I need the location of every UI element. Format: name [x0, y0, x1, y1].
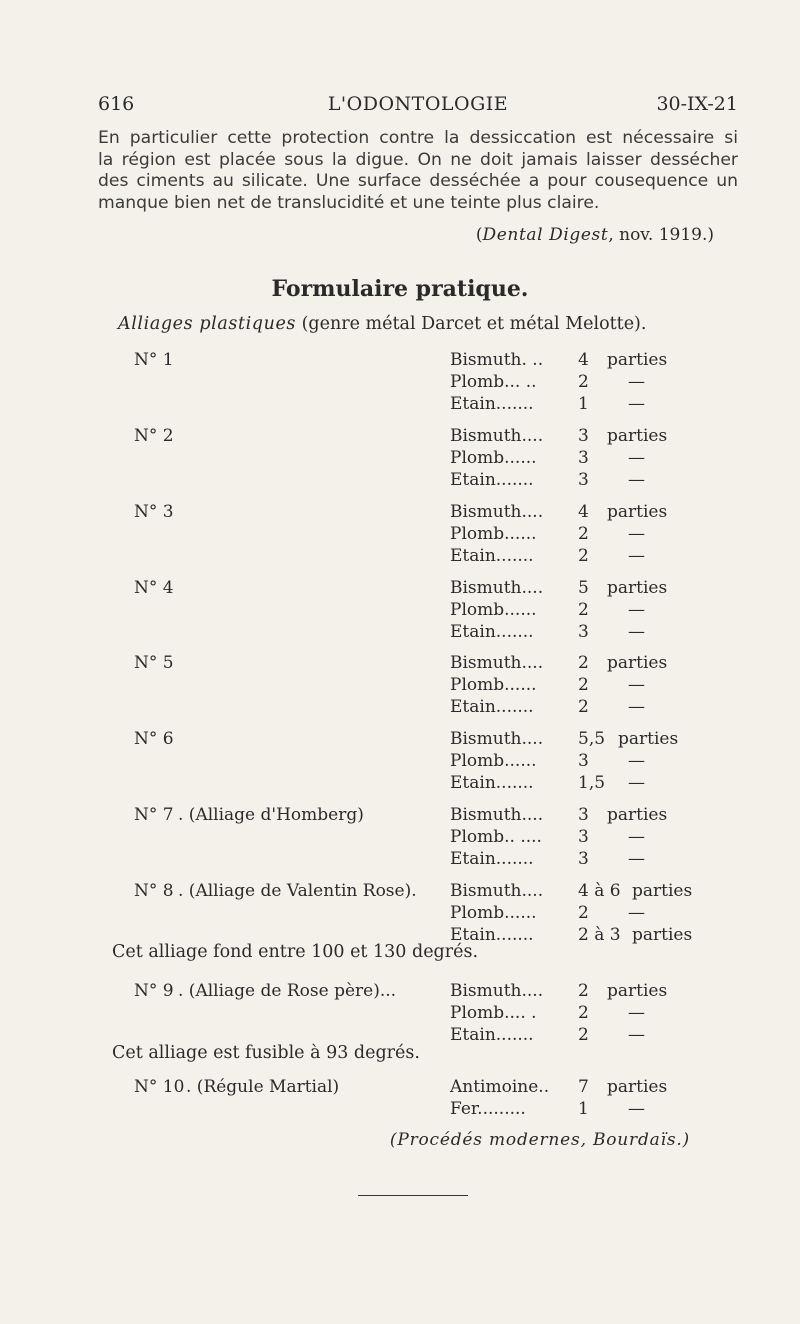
component-quantity: 3: [578, 805, 589, 825]
component-unit: —: [628, 546, 645, 566]
formula-name: . (Alliage de Valentin Rose).: [178, 881, 417, 901]
formula-number: N° 4: [134, 578, 174, 598]
component-metal: Plomb......: [450, 600, 537, 620]
component-metal: Plomb... ..: [450, 372, 537, 392]
formula-name: . (Alliage de Rose père)...: [178, 981, 397, 1001]
component-unit: —: [628, 470, 645, 490]
section-subtitle: [118, 314, 646, 334]
component-quantity: 2: [578, 524, 589, 544]
component-quantity: 2: [578, 372, 589, 392]
running-header: [98, 93, 738, 119]
component-quantity: 5,5: [578, 729, 606, 749]
citation-source: Dental Digest: [482, 225, 609, 245]
component-unit: —: [628, 903, 645, 923]
component-metal: Plomb......: [450, 751, 537, 771]
formula-name: . (Régule Martial): [186, 1077, 340, 1097]
formula-row: [0, 600, 800, 624]
section-title: Formulaire pratique.: [271, 276, 529, 302]
component-metal: Etain.......: [450, 394, 534, 414]
component-unit: —: [628, 1025, 645, 1045]
formula-row: [0, 729, 800, 753]
component-unit: parties: [632, 881, 693, 901]
component-metal: Etain.......: [450, 470, 534, 490]
citation-rest: , nov. 1919.): [608, 225, 714, 245]
formula-number: N° 9: [134, 981, 174, 1001]
component-metal: Bismuth....: [450, 981, 544, 1001]
formula-row: [0, 675, 800, 699]
component-unit: —: [628, 448, 645, 468]
formula-row: [0, 751, 800, 775]
subtitle-italic: Alliages plastiques: [118, 314, 297, 334]
component-quantity: 3: [578, 827, 589, 847]
component-unit: parties: [618, 729, 679, 749]
component-metal: Bismuth....: [450, 426, 544, 446]
formula-row: [0, 1099, 800, 1123]
component-unit: parties: [607, 578, 668, 598]
component-quantity: 1: [578, 394, 589, 414]
citation-open: (: [475, 225, 483, 245]
formula-row: [0, 524, 800, 548]
intro-line: manque bien net de translucidité et une teinte plus claire.: [98, 192, 600, 213]
component-unit: —: [628, 827, 645, 847]
formula-row: [0, 622, 800, 646]
intro-line: la région est placée sous la digue. On ne doit jamais laisser dessécher: [98, 149, 738, 170]
component-quantity: 2: [578, 600, 589, 620]
closing-rule: [358, 1195, 468, 1196]
component-quantity: 3: [578, 448, 589, 468]
component-metal: Bismuth....: [450, 805, 544, 825]
component-quantity: 5: [578, 578, 589, 598]
component-metal: Antimoine..: [450, 1077, 550, 1097]
component-unit: parties: [607, 981, 668, 1001]
component-unit: —: [628, 697, 645, 717]
component-metal: Bismuth. ..: [450, 350, 544, 370]
component-metal: Etain.......: [450, 622, 534, 642]
formula-number: N° 2: [134, 426, 174, 446]
component-metal: Etain.......: [450, 925, 534, 945]
component-quantity: 7: [578, 1077, 589, 1097]
component-unit: —: [628, 600, 645, 620]
page-number: 616: [98, 93, 135, 115]
component-unit: parties: [607, 1077, 668, 1097]
component-unit: —: [628, 773, 645, 793]
component-quantity: 2: [578, 1025, 589, 1045]
component-quantity: 2: [578, 697, 589, 717]
formula-row: [0, 546, 800, 570]
component-metal: Bismuth....: [450, 578, 544, 598]
component-unit: parties: [607, 653, 668, 673]
component-metal: Etain.......: [450, 697, 534, 717]
component-unit: —: [628, 1099, 645, 1119]
component-quantity: 2 à 3: [578, 925, 621, 945]
formula-row: [0, 653, 800, 677]
component-unit: parties: [607, 350, 668, 370]
formula-row: [0, 1077, 800, 1101]
formula-row: [0, 903, 800, 927]
component-metal: Etain.......: [450, 849, 534, 869]
component-quantity: 1: [578, 1099, 589, 1119]
component-quantity: 2: [578, 653, 589, 673]
component-quantity: 2: [578, 981, 589, 1001]
issue-date: 30-IX-21: [656, 93, 738, 115]
formula-row: [0, 881, 800, 905]
component-unit: —: [628, 1003, 645, 1023]
component-unit: —: [628, 524, 645, 544]
component-metal: Bismuth....: [450, 881, 544, 901]
component-metal: Plomb......: [450, 903, 537, 923]
journal-title: L'ODONTOLOGIE: [327, 93, 509, 115]
formula-row: [0, 1003, 800, 1027]
formula-number: N° 3: [134, 502, 174, 522]
component-quantity: 4: [578, 350, 589, 370]
component-quantity: 2: [578, 903, 589, 923]
component-quantity: 2: [578, 546, 589, 566]
formula-row: [0, 372, 800, 396]
formula-number: N° 5: [134, 653, 174, 673]
component-unit: —: [628, 394, 645, 414]
formula-row: [0, 773, 800, 797]
component-metal: Etain.......: [450, 546, 534, 566]
component-quantity: 4 à 6: [578, 881, 621, 901]
component-metal: Plomb.... .: [450, 1003, 537, 1023]
alloy-note: Cet alliage fond entre 100 et 130 degrés.: [112, 942, 479, 962]
formula-number: N° 7: [134, 805, 174, 825]
component-metal: Bismuth....: [450, 653, 544, 673]
component-metal: Bismuth....: [450, 502, 544, 522]
formula-row: [0, 448, 800, 472]
formula-row: [0, 697, 800, 721]
component-unit: —: [628, 622, 645, 642]
formula-row: [0, 578, 800, 602]
component-unit: parties: [607, 426, 668, 446]
formula-number: N° 6: [134, 729, 174, 749]
component-unit: —: [628, 675, 645, 695]
intro-paragraph: [98, 128, 738, 214]
formula-row: [0, 470, 800, 494]
component-quantity: 3: [578, 470, 589, 490]
component-quantity: 1,5: [578, 773, 606, 793]
alloy-note: Cet alliage est fusible à 93 degrés.: [112, 1043, 420, 1063]
component-unit: —: [628, 849, 645, 869]
component-metal: Plomb......: [450, 448, 537, 468]
formula-row: [0, 350, 800, 374]
component-metal: Etain.......: [450, 1025, 534, 1045]
component-metal: Fer.........: [450, 1099, 526, 1119]
formula-row: [0, 805, 800, 829]
intro-line: des ciments au silicate. Une surface desséchée a pour cousequence un: [98, 171, 738, 192]
formula-row: [0, 849, 800, 873]
component-metal: Plomb.. ....: [450, 827, 542, 847]
component-unit: parties: [607, 805, 668, 825]
formula-row: [0, 502, 800, 526]
component-quantity: 3: [578, 849, 589, 869]
component-unit: —: [628, 751, 645, 771]
formula-number: N° 8: [134, 881, 174, 901]
component-metal: Etain.......: [450, 773, 534, 793]
component-quantity: 3: [578, 751, 589, 771]
component-unit: parties: [607, 502, 668, 522]
component-quantity: 2: [578, 675, 589, 695]
component-metal: Bismuth....: [450, 729, 544, 749]
source-note: (Procédés modernes, Bourdaïs.): [389, 1130, 690, 1150]
formula-row: [0, 426, 800, 450]
component-unit: parties: [632, 925, 693, 945]
component-quantity: 2: [578, 1003, 589, 1023]
component-unit: —: [628, 372, 645, 392]
component-metal: Plomb......: [450, 675, 537, 695]
component-quantity: 3: [578, 426, 589, 446]
citation: [476, 225, 714, 245]
formula-name: . (Alliage d'Homberg): [178, 805, 364, 825]
formula-number: N° 10: [134, 1077, 185, 1097]
subtitle-rest: (genre métal Darcet et métal Melotte).: [296, 314, 647, 334]
formula-number: N° 1: [134, 350, 174, 370]
intro-line: En particulier cette protection contre la dessiccation est nécessaire si: [98, 128, 738, 148]
formula-row: [0, 981, 800, 1005]
component-metal: Plomb......: [450, 524, 537, 544]
component-quantity: 4: [578, 502, 589, 522]
formula-row: [0, 827, 800, 851]
formula-row: [0, 394, 800, 418]
component-quantity: 3: [578, 622, 589, 642]
